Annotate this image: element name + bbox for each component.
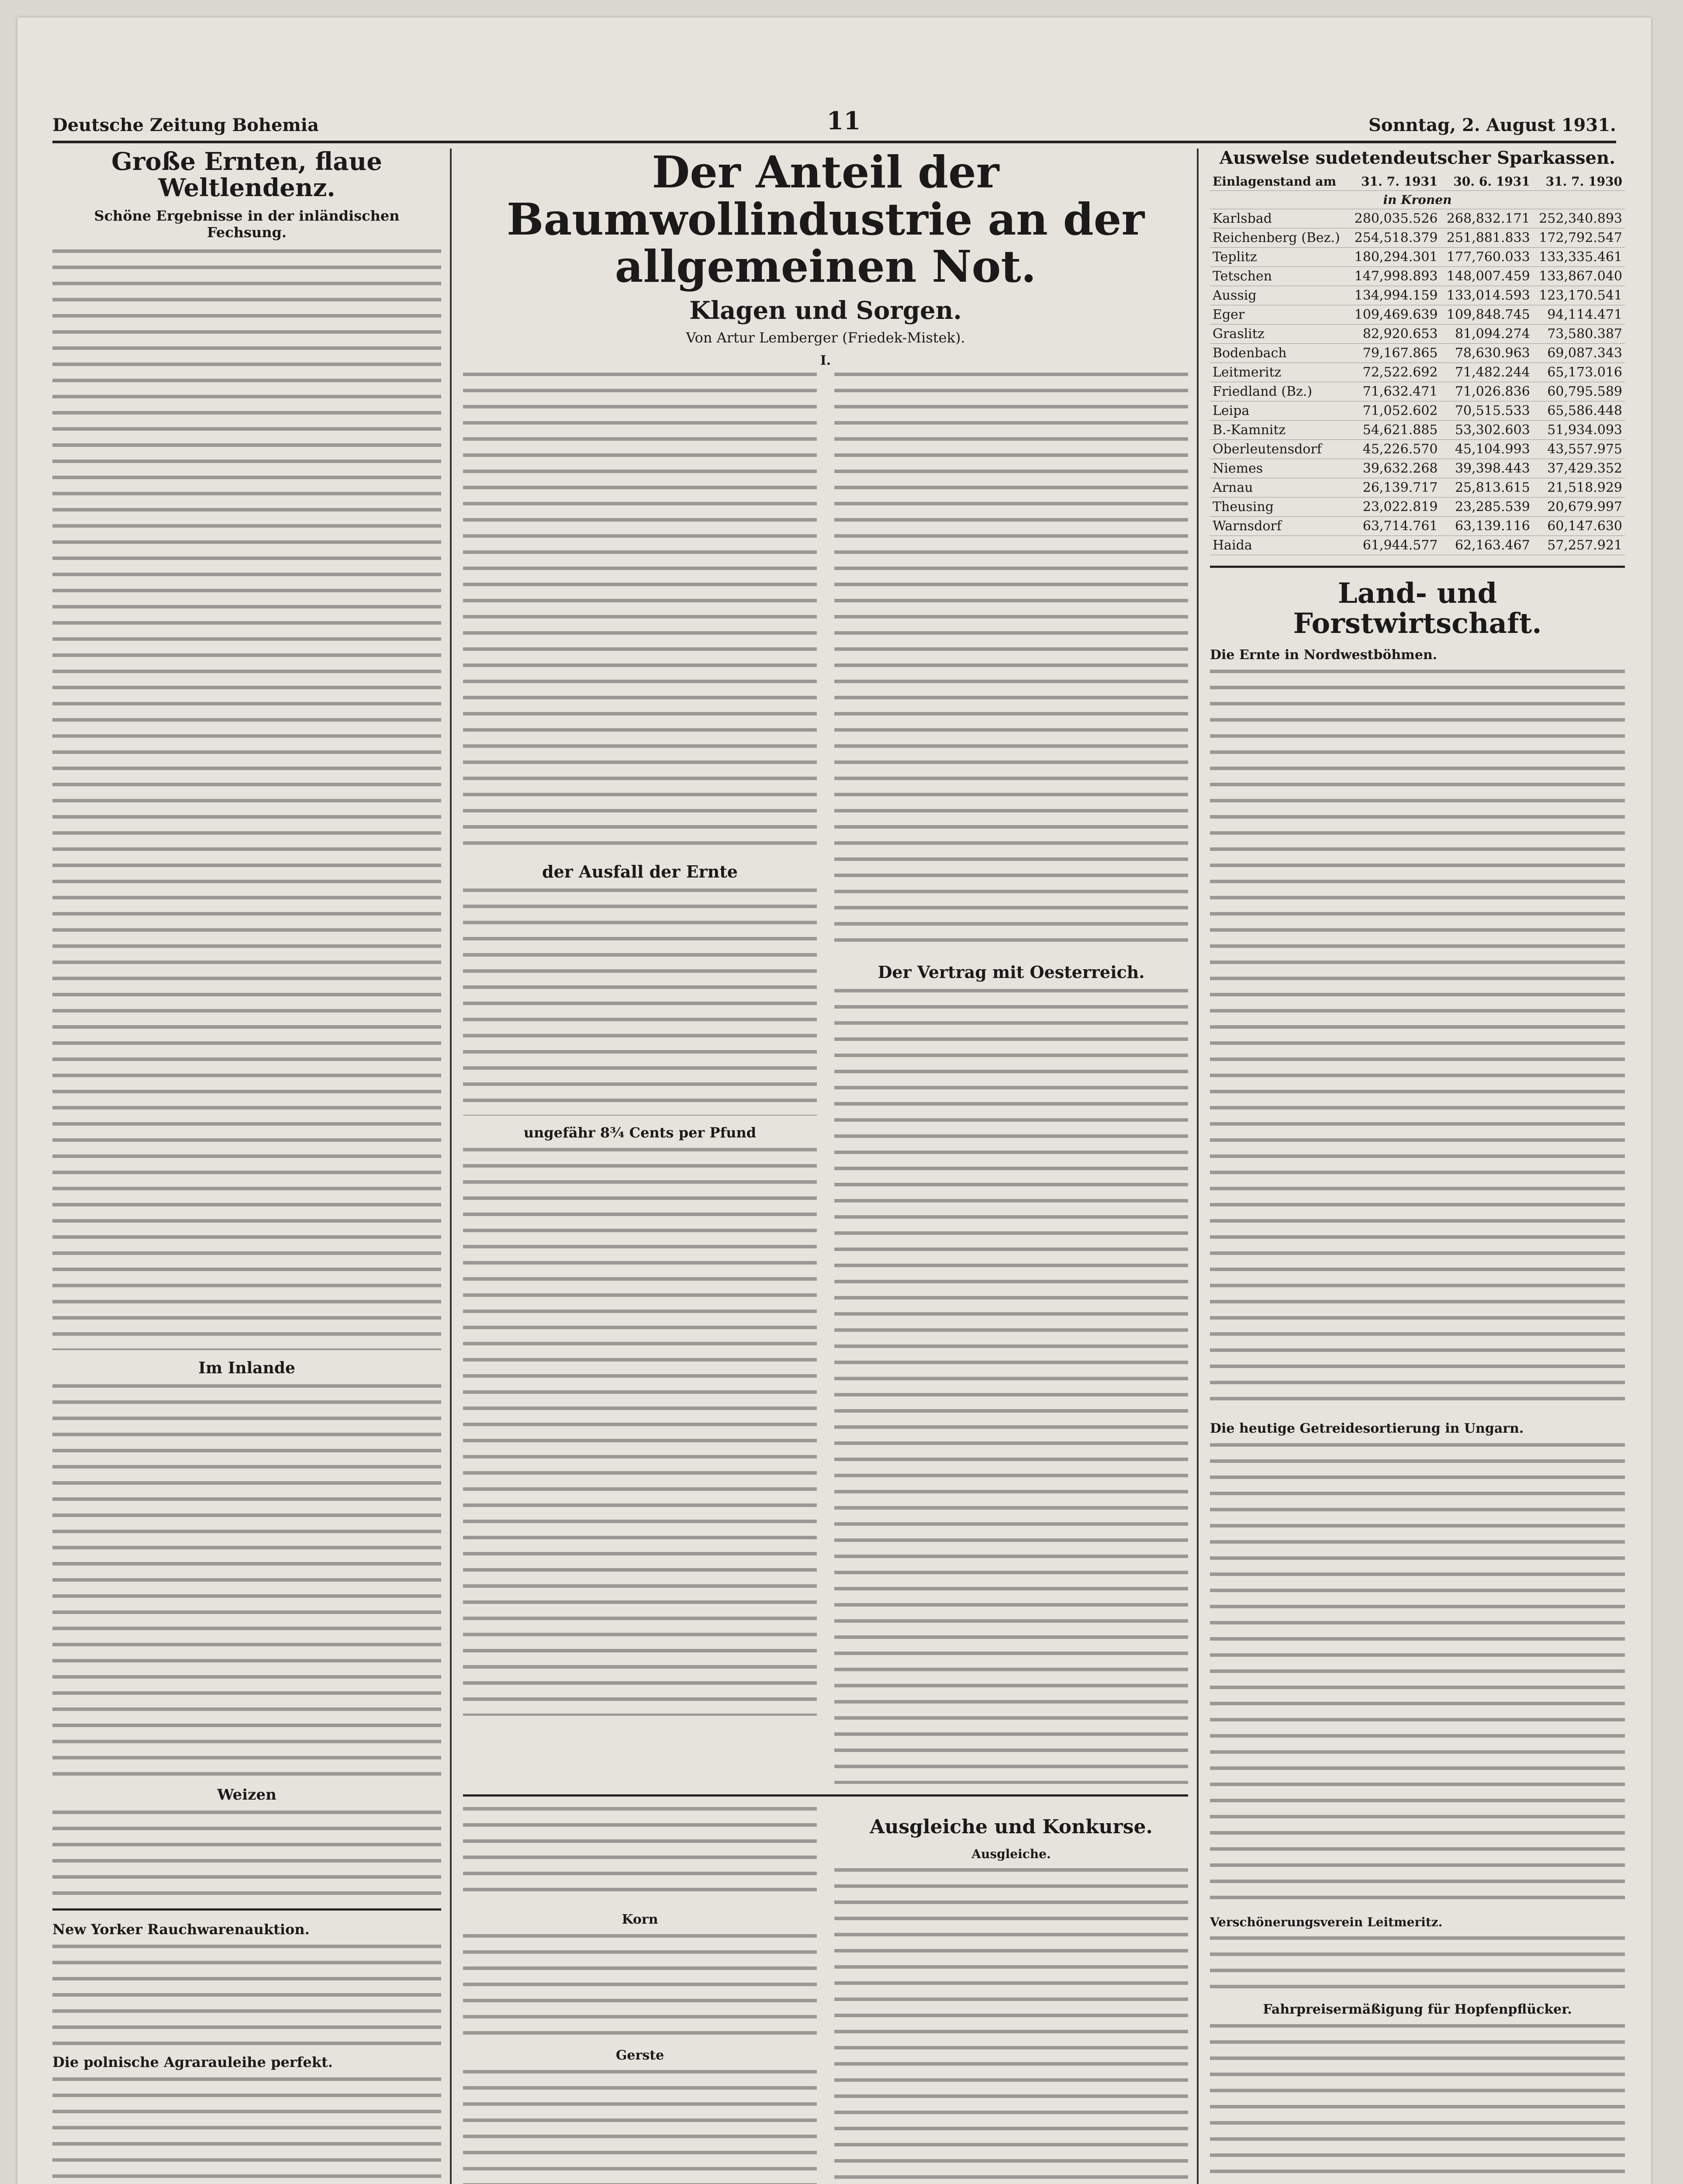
table-cell: Reichenberg (Bez.)	[1210, 228, 1348, 248]
subhead-baumwolle: Klagen und Sorgen.	[689, 296, 962, 325]
table-cell: 69,087.343	[1533, 344, 1625, 363]
table-cell: 280,035.526	[1348, 209, 1440, 228]
table-cell: 51,934.093	[1533, 421, 1625, 440]
article-body-anteil-a	[463, 373, 817, 853]
table-cell: 133,014.593	[1441, 286, 1533, 305]
table-cell: 72,522.692	[1348, 363, 1440, 382]
table-cell: 71,482.244	[1441, 363, 1533, 382]
table-cell: 78,630.963	[1441, 344, 1533, 363]
article-body-markt	[463, 1807, 817, 1903]
table-cell: 172,792.547	[1533, 228, 1625, 248]
table-cell: Karlsbad	[1210, 209, 1348, 228]
section-leitmeritz: Verschönerungsverein Leitmeritz.	[1210, 1915, 1443, 1930]
table-row	[1210, 401, 1625, 421]
section-vertrag: Der Vertrag mit Oesterreich.	[878, 962, 1145, 982]
table-unit: in Kronen	[1210, 191, 1625, 209]
table-cell: 268,832.171	[1441, 209, 1533, 228]
table-cell: 81,094.274	[1441, 325, 1533, 344]
section-ausfall: der Ausfall der Ernte	[542, 862, 738, 881]
table-cell: Graslitz	[1210, 325, 1348, 344]
article-body-anteil-b	[834, 373, 1188, 954]
table-row	[1210, 228, 1625, 248]
section-weizen: Weizen	[217, 1786, 276, 1804]
table-cell: 45,104.993	[1441, 440, 1533, 459]
table-row	[1210, 440, 1625, 459]
table-cell: 26,139.717	[1348, 478, 1440, 498]
section-ernte-nordwest: Die Ernte in Nordwestböhmen.	[1210, 647, 1438, 663]
table-cell: Leipa	[1210, 401, 1348, 421]
table-cell: 54,621.885	[1348, 421, 1440, 440]
column-rule-2	[1197, 149, 1199, 2184]
table-row	[1210, 344, 1625, 363]
masthead	[52, 83, 1616, 143]
table-cell: 148,007.459	[1441, 267, 1533, 286]
table-row	[1210, 382, 1625, 401]
table-cell: Aussig	[1210, 286, 1348, 305]
table-header-cell: 30. 6. 1931	[1441, 173, 1533, 191]
table-cell: 109,848.745	[1441, 305, 1533, 325]
article-body-cents	[463, 1148, 817, 1716]
article-body-agrar	[52, 2077, 441, 2184]
article-body-vertrag	[834, 989, 1188, 1784]
table-cell: 134,994.159	[1348, 286, 1440, 305]
table-cell: Eger	[1210, 305, 1348, 325]
article-body-leitmeritz	[1210, 1936, 1625, 1993]
table-title: Auswelse sudetendeutscher Sparkassen.	[1220, 149, 1615, 168]
table-row	[1210, 536, 1625, 555]
table-cell: 82,920.653	[1348, 325, 1440, 344]
table-cell: 53,302.603	[1441, 421, 1533, 440]
table-cell: Tetschen	[1210, 267, 1348, 286]
table-cell: 43,557.975	[1533, 440, 1625, 459]
table-cell: 20,679.997	[1533, 498, 1625, 517]
table-row	[1210, 459, 1625, 478]
table-cell: 79,167.865	[1348, 344, 1440, 363]
column-rule-1	[450, 149, 452, 2184]
table-cell: Oberleutensdorf	[1210, 440, 1348, 459]
table-header-cell: 31. 7. 1930	[1533, 173, 1625, 191]
article-body-ernten	[52, 249, 441, 1350]
table-cell: 21,518.929	[1533, 478, 1625, 498]
table-row	[1210, 478, 1625, 498]
table-row	[1210, 305, 1625, 325]
table-row	[1210, 248, 1625, 267]
page-number: 11	[826, 107, 861, 135]
table-row	[1210, 325, 1625, 344]
article-body-inland	[52, 1384, 441, 1777]
section-agrar: Die polnische Agrarauleihe perfekt.	[52, 2053, 333, 2070]
table-row	[1210, 421, 1625, 440]
section-rauchwaren: New Yorker Rauchwarenauktion.	[52, 1921, 310, 1938]
section-fahrpreis: Fahrpreisermäßigung für Hopfenpflücker.	[1263, 2002, 1572, 2018]
divider-middle	[463, 1794, 1188, 1797]
table-cell: 62,163.467	[1441, 536, 1533, 555]
subcolumn-c	[463, 1807, 817, 2184]
table-cell: B.-Kamnitz	[1210, 421, 1348, 440]
article-body-fahrpreis	[1210, 2024, 1625, 2184]
table-cell: 65,586.448	[1533, 401, 1625, 421]
table-cell: Teplitz	[1210, 248, 1348, 267]
sub-ausgleiche: Ausgleiche.	[971, 1847, 1051, 1861]
table-cell: 25,813.615	[1441, 478, 1533, 498]
table-cell: 180,294.301	[1348, 248, 1440, 267]
table-cell: 71,052.602	[1348, 401, 1440, 421]
article-body-rauchwaren	[52, 1945, 441, 2045]
table-cell: 57,257.921	[1533, 536, 1625, 555]
table-cell: 251,881.833	[1441, 228, 1533, 248]
article-body-ernte-nordwest	[1210, 670, 1625, 1412]
section-cents: ungefähr 8¾ Cents per Pfund	[523, 1124, 757, 1141]
table-header-cell: 31. 7. 1931	[1348, 173, 1440, 191]
table-cell: Arnau	[1210, 478, 1348, 498]
table-row	[1210, 517, 1625, 536]
table-cell: 123,170.541	[1533, 286, 1625, 305]
table-cell: 60,795.589	[1533, 382, 1625, 401]
table-cell: 63,139.116	[1441, 517, 1533, 536]
headline-baumwolle: Der Anteil der Baumwollindustrie an der allgemeinen Not.	[506, 149, 1145, 292]
table-cell: Leitmeritz	[1210, 363, 1348, 382]
byline: Von Artur Lemberger (Friedek-Mistek).	[686, 329, 965, 346]
article-body-ausfall	[463, 888, 817, 1116]
table-cell: 39,632.268	[1348, 459, 1440, 478]
paper-name: Deutsche Zeitung Bohemia	[52, 115, 319, 135]
subcolumn-a	[463, 373, 817, 1784]
table-cell: Niemes	[1210, 459, 1348, 478]
column-right	[1210, 149, 1625, 2184]
table-row	[1210, 267, 1625, 286]
subhead-ernten: Schöne Ergebnisse in der inländischen Fechsung.	[94, 207, 400, 241]
section-ungarn: Die heutige Getreidesortierung in Ungarn.	[1210, 1421, 1524, 1437]
savings-table-body	[1210, 209, 1625, 555]
table-cell: 39,398.443	[1441, 459, 1533, 478]
table-cell: 254,518.379	[1348, 228, 1440, 248]
newspaper-page	[17, 17, 1651, 2184]
article-body-ausgleiche	[834, 1868, 1188, 2183]
divider-right	[1210, 566, 1625, 568]
subcolumn-b	[834, 373, 1188, 1784]
article-body-gerste	[463, 2070, 817, 2184]
table-cell: 71,632.471	[1348, 382, 1440, 401]
divider	[52, 1908, 441, 1911]
table-cell: 65,173.016	[1533, 363, 1625, 382]
table-cell: Friedland (Bz.)	[1210, 382, 1348, 401]
headline-landwirtschaft: Land- und Forstwirtschaft.	[1293, 577, 1542, 640]
article-body-weizen	[52, 1811, 441, 1898]
table-cell: 60,147.630	[1533, 517, 1625, 536]
table-cell: 70,515.533	[1441, 401, 1533, 421]
table-row	[1210, 209, 1625, 228]
table-row	[1210, 363, 1625, 382]
article-body-ungarn	[1210, 1443, 1625, 1906]
table-cell: 23,285.539	[1441, 498, 1533, 517]
table-cell: 147,998.893	[1348, 267, 1440, 286]
table-cell: 133,867.040	[1533, 267, 1625, 286]
issue-date: Sonntag, 2. August 1931.	[1369, 115, 1616, 135]
table-cell: 71,026.836	[1441, 382, 1533, 401]
column-middle	[463, 149, 1188, 2184]
table-cell: Theusing	[1210, 498, 1348, 517]
headline-ernten: Große Ernten, flaue Weltlendenz.	[111, 149, 382, 203]
section-ausgleiche: Ausgleiche und Konkurse.	[870, 1816, 1153, 1838]
table-row	[1210, 498, 1625, 517]
section-gerste: Gerste	[615, 2048, 664, 2063]
table-row	[1210, 286, 1625, 305]
table-cell: 177,760.033	[1441, 248, 1533, 267]
table-cell: 252,340.893	[1533, 209, 1625, 228]
column-left	[52, 149, 441, 2184]
section-numeral: I.	[820, 353, 831, 368]
table-header-cell: Einlagenstand am	[1210, 173, 1348, 191]
table-cell: 94,114.471	[1533, 305, 1625, 325]
subcolumn-d	[834, 1807, 1188, 2184]
table-cell: Warnsdorf	[1210, 517, 1348, 536]
table-cell: 23,022.819	[1348, 498, 1440, 517]
section-korn: Korn	[622, 1912, 658, 1927]
table-cell: Bodenbach	[1210, 344, 1348, 363]
table-cell: 133,335.461	[1533, 248, 1625, 267]
table-cell: Haida	[1210, 536, 1348, 555]
table-header-row	[1210, 173, 1625, 191]
table-cell: 61,944.577	[1348, 536, 1440, 555]
section-inland: Im Inlande	[198, 1358, 295, 1377]
table-cell: 73,580.387	[1533, 325, 1625, 344]
table-cell: 109,469.639	[1348, 305, 1440, 325]
table-cell: 37,429.352	[1533, 459, 1625, 478]
savings-table	[1210, 173, 1625, 555]
table-cell: 63,714.761	[1348, 517, 1440, 536]
article-body-korn	[463, 1934, 817, 2039]
table-cell: 45,226.570	[1348, 440, 1440, 459]
